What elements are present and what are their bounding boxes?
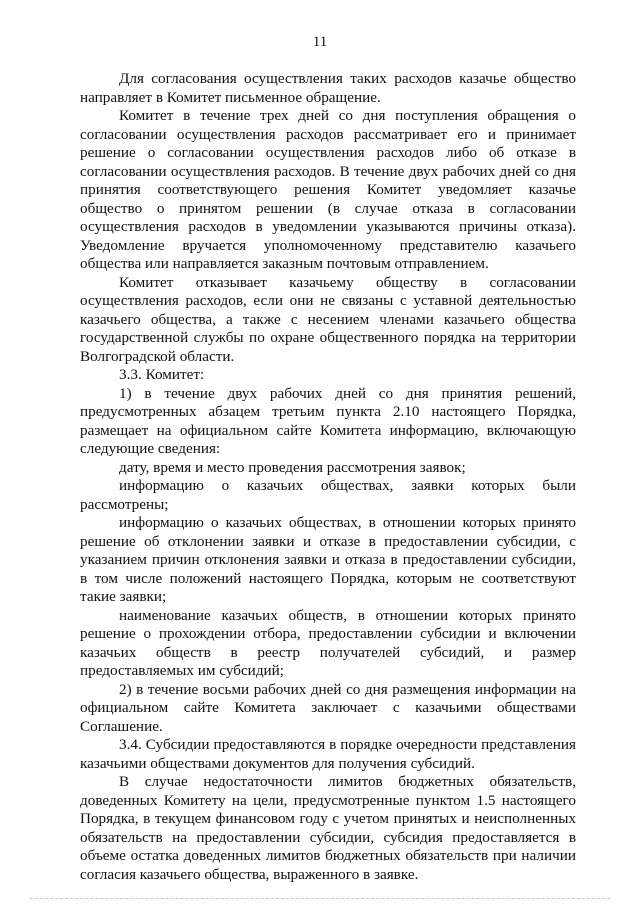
paragraph: Комитет отказывает казачьему обществу в согласовании осуществления расходов, если они не связаны с уставной деятельностью казачьего общества, а также с несением членами казачьего общества государственной службы по охране общественного порядка на территории Волгоградской области. bbox=[80, 273, 576, 365]
document-body bbox=[80, 70, 576, 884]
paragraph: 1) в течение двух рабочих дней со дня принятия решений, предусмотренных абзацем третьим пункта 2.10 настоящего Порядка, размещает на официальном сайте Комитета информацию, включающую следующие сведения: bbox=[80, 384, 576, 457]
page-number: 11 bbox=[312, 34, 328, 50]
paragraph: 3.4. Субсидии предоставляются в порядке очередности представления казачьими обществами документов для получения субсидий. bbox=[80, 736, 576, 772]
scan-edge-divider bbox=[30, 898, 610, 899]
list-item: дату, время и место проведения рассмотрения заявок; bbox=[119, 458, 466, 476]
paragraph: Комитет в течение трех дней со дня поступления обращения о согласовании осуществления расходов рассматривает его и принимает решение о согласовании осуществления расходов либо об отказе в согласовании осуществления расходов. В течение двух рабочих дней со дня принятия соответствующего решения Комитет уведомляет казачье общество о принятом решении (в случае отказа в согласовании осуществления расходов в уведомлении указываются причины отказа). Уведомление вручается уполномоченному представителю казачьего общества или направляется заказным почтовым отправлением. bbox=[80, 107, 576, 272]
list-item: наименование казачьих обществ, в отношении которых принято решение о прохождении отбора, предоставлении субсидии и включении казачьих обществ в реестр получателей субсидий, и размер предоставляемых им субсидий; bbox=[80, 606, 576, 679]
section-heading: 3.3. Комитет: bbox=[119, 366, 205, 383]
paragraph: В случае недостаточности лимитов бюджетных обязательств, доведенных Комитету на цели, предусмотренные пунктом 1.5 настоящего Порядка, в текущем финансовом году с учетом принятых и неисполненных обязательств на предоставлении субсидии, субсидия предоставляется в объеме остатка доведенных лимитов бюджетных обязательств при наличии согласия казачьего общества, выраженного в заявке. bbox=[80, 773, 576, 883]
paragraph: Для согласования осуществления таких расходов казачье общество направляет в Комитет письменное обращение. bbox=[80, 70, 576, 106]
paragraph: 2) в течение восьми рабочих дней со дня размещения информации на официальном сайте Комитета заключает с казачьими обществами Соглашение. bbox=[80, 680, 576, 735]
list-item: информацию о казачьих обществах, в отношении которых принято решение об отклонении заявки и отказе в предоставлении субсидии, с указанием причин отклонения заявки и отказа в предоставлении субсидии, в том числе положений настоящего Порядка, которым не соответствуют такие заявки; bbox=[80, 514, 576, 605]
list-item: информацию о казачьих обществах, заявки которых были рассмотрены; bbox=[80, 477, 576, 513]
